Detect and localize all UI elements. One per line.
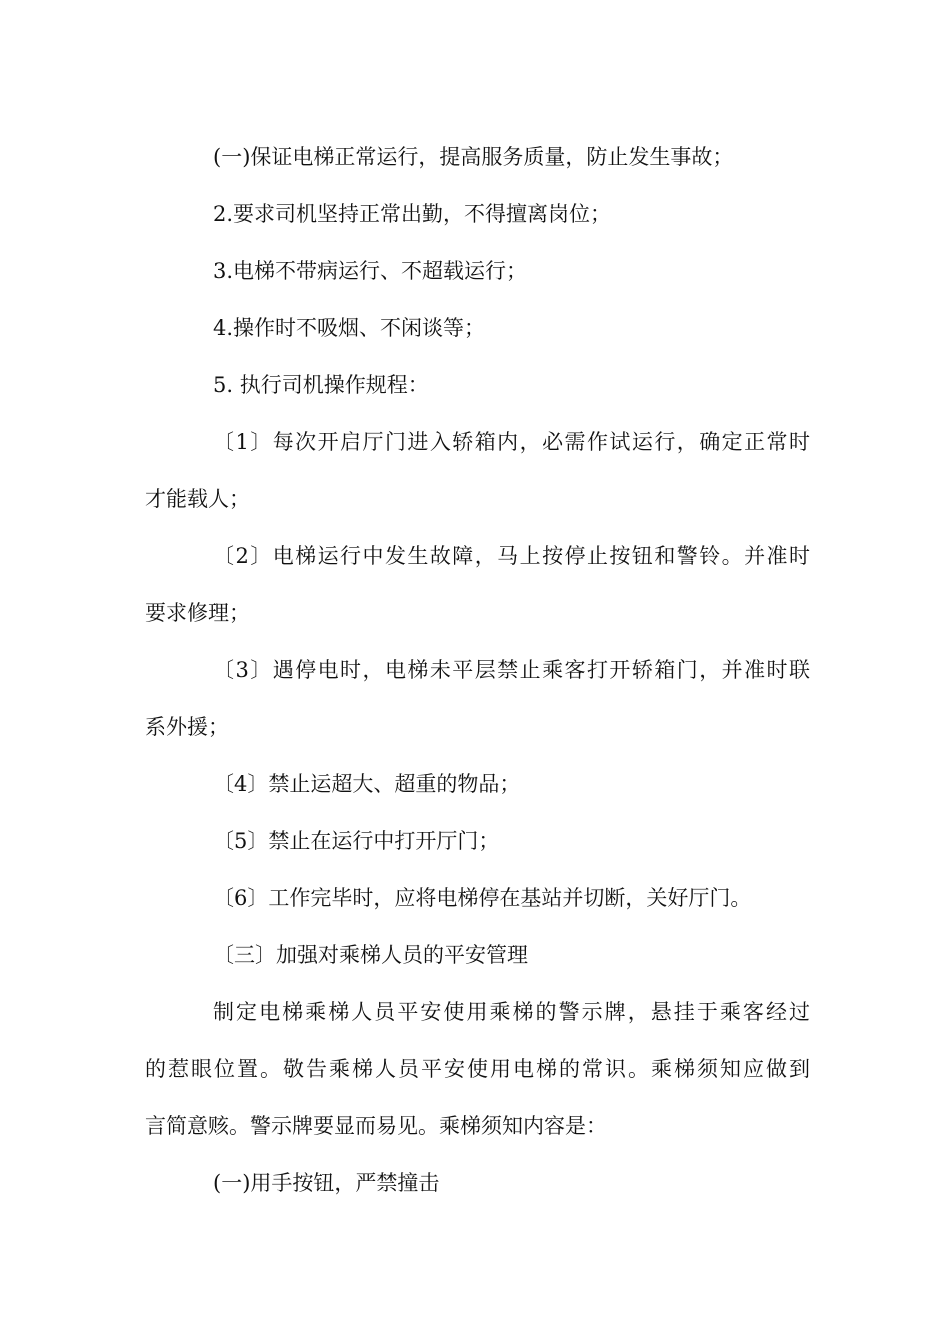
paragraph-line-16: 制定电梯乘梯人员平安使用乘梯的警示牌，悬挂于乘客经过: [213, 1000, 810, 1024]
paragraph-line-11: 系外援；: [145, 715, 229, 739]
paragraph-line-5: 5. 执行司机操作规程：: [213, 373, 429, 397]
paragraph-line-2: 2.要求司机坚持正常出勤，不得擅离岗位；: [213, 202, 612, 226]
paragraph-line-19: (一)用手按钮，严禁撞击: [213, 1171, 440, 1195]
paragraph-line-18: 言简意赅。警示牌要显而易见。乘梯须知内容是：: [145, 1114, 607, 1138]
paragraph-line-3: 3.电梯不带病运行、不超载运行；: [213, 259, 528, 283]
document-body: [145, 129, 810, 1212]
paragraph-line-6: 〔1〕每次开启厅门进入轿箱内，必需作试运行，确定正常时: [213, 430, 810, 454]
section-heading-line-15: 〔三〕加强对乘梯人员的平安管理: [213, 943, 528, 967]
paragraph-line-12: 〔4〕禁止运超大、超重的物品；: [213, 772, 521, 796]
paragraph-line-17: 的惹眼位置。敬告乘梯人员平安使用电梯的常识。乘梯须知应做到: [145, 1057, 810, 1081]
paragraph-line-4: 4.操作时不吸烟、不闲谈等；: [213, 316, 486, 340]
paragraph-line-14: 〔6〕工作完毕时，应将电梯停在基站并切断，关好厅门。: [213, 886, 752, 910]
paragraph-line-13: 〔5〕禁止在运行中打开厅门；: [213, 829, 500, 853]
paragraph-line-9: 要求修理；: [145, 601, 250, 625]
paragraph-line-10: 〔3〕遇停电时，电梯未平层禁止乘客打开轿箱门，并准时联: [213, 658, 810, 682]
paragraph-line-1: (一)保证电梯正常运行，提高服务质量，防止发生事故；: [213, 145, 734, 169]
paragraph-line-8: 〔2〕电梯运行中发生故障，马上按停止按钮和警铃。并准时: [213, 544, 810, 568]
paragraph-line-7: 才能载人；: [145, 487, 250, 511]
